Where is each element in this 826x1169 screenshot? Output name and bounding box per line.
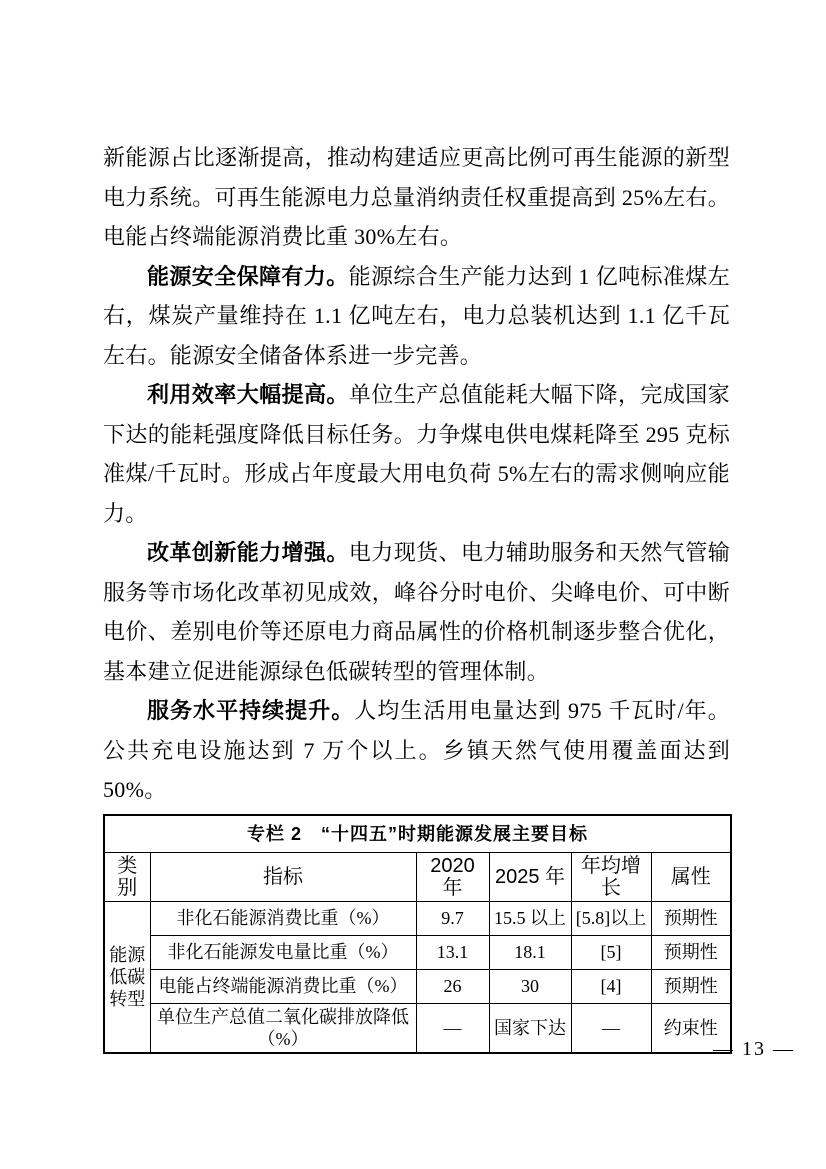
table-row [104, 935, 731, 969]
cell-attr: 预期性 [651, 969, 731, 1003]
paragraph [103, 375, 730, 533]
header-indicator: 指标 [150, 852, 416, 901]
targets-table [103, 814, 732, 1054]
paragraph [103, 138, 730, 257]
table-title-row [104, 815, 731, 853]
category-cell: 能源低碳转型 [104, 901, 150, 1053]
cell-2025: 国家下达 [489, 1003, 571, 1053]
cell-2020: 9.7 [416, 901, 489, 935]
paragraph-lead: 服务水平持续提升。 [147, 698, 355, 723]
cell-indicator: 非化石能源发电量比重（%） [150, 935, 416, 969]
cell-2020: — [416, 1003, 489, 1053]
cell-growth: [5] [571, 935, 651, 969]
page-number: — 13 — [713, 1038, 795, 1060]
paragraph-text: 电力现货、电力辅助服务和天然气管输服务等市场化改革初见成效，峰谷分时电价、尖峰电价、可中断电价、差别电价等还原电力商品属性的价格机制逐步整合优化，基本建立促进能源绿色低碳转型的管理体制。 [103, 540, 731, 684]
table-row [104, 901, 731, 935]
paragraph-lead: 改革创新能力增强。 [147, 540, 349, 565]
header-category: 类别 [104, 852, 150, 901]
header-2020: 2020 年 [416, 852, 489, 901]
text-body [103, 138, 730, 1054]
paragraph-text: 能源综合生产能力达到 1 亿吨标准煤左右，煤炭产量维持在 1.1 亿吨左右，电力总装机达到 1.1 亿千瓦左右。能源安全储备体系进一步完善。 [103, 263, 731, 368]
cell-indicator: 非化石能源消费比重（%） [150, 901, 416, 935]
table-row [104, 969, 731, 1003]
paragraph-text: 新能源占比逐渐提高，推动构建适应更高比例可再生能源的新型电力系统。可再生能源电力总量消纳责任权重提高到 25%左右。电能占终端能源消费比重 30%左右。 [103, 145, 730, 249]
cell-attr: 约束性 [651, 1003, 731, 1053]
cell-growth: — [571, 1003, 651, 1053]
cell-2025: 30 [489, 969, 571, 1003]
paragraph [103, 533, 730, 691]
header-growth: 年均增长 [571, 852, 651, 901]
paragraph [103, 257, 730, 376]
header-attr: 属性 [651, 852, 731, 901]
cell-2020: 13.1 [416, 935, 489, 969]
table-header-row [104, 852, 731, 901]
paragraph [103, 691, 730, 810]
cell-2025: 15.5 以上 [489, 901, 571, 935]
cell-indicator: 电能占终端能源消费比重（%） [150, 969, 416, 1003]
cell-indicator: 单位生产总值二氧化碳排放降低（%） [150, 1003, 416, 1053]
cell-attr: 预期性 [651, 901, 731, 935]
cell-2025: 18.1 [489, 935, 571, 969]
paragraph-lead: 能源安全保障有力。 [147, 263, 349, 289]
table-title: 专栏 2 “十四五”时期能源发展主要目标 [104, 815, 731, 853]
cell-growth: [5.8]以上 [571, 901, 651, 935]
cell-growth: [4] [571, 969, 651, 1003]
cell-attr: 预期性 [651, 935, 731, 969]
paragraph-text: 单位生产总值能耗大幅下降，完成国家下达的能耗强度降低目标任务。力争煤电供电煤耗降至 295 克标准煤/千瓦时。形成占年度最大用电负荷 5%左右的需求侧响应能力。 [103, 382, 731, 526]
cell-2020: 26 [416, 969, 489, 1003]
paragraph-text: 人均生活用电量达到 975 千瓦时/年。公共充电设施达到 7 万个以上。乡镇天然气使用覆盖面达到50%。 [103, 698, 730, 802]
header-2025: 2025 年 [489, 852, 571, 901]
paragraph-lead: 利用效率大幅提高。 [147, 382, 349, 407]
